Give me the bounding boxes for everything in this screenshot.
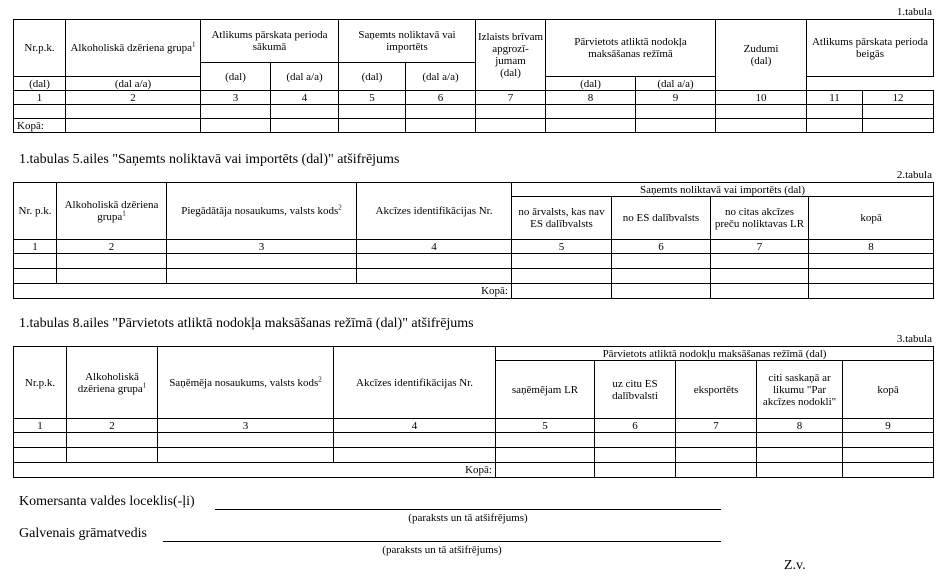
column-number: 3 (167, 240, 357, 254)
t3-header-moved-group: Pārvietots atliktā nodokļu maksāšanas režīmā (dal) (496, 347, 934, 361)
column-number: 8 (809, 240, 934, 254)
t1-unit-dal-aa: (dal a/a) (66, 77, 201, 91)
t1-unit-dal-aa: (dal a/a) (636, 77, 716, 91)
t2-header-received-group: Saņemts noliktavā vai importēts (dal) (512, 183, 934, 197)
t2-empty-row[interactable] (14, 254, 934, 269)
table3-number: 3.tabula (896, 333, 932, 345)
t3-header-recipient-lr: saņēmējam LR (496, 361, 595, 419)
table3-heading: 1.tabulas 8.ailes "Pārvietots atliktā nodokļa maksāšanas režīmā (dal)" atšifrējums (19, 316, 474, 331)
t2-column-numbers (14, 240, 934, 254)
t1-unit-dal: (dal) (339, 63, 406, 91)
chief-accountant-signature-line[interactable] (163, 541, 721, 542)
column-number: 10 (716, 91, 807, 105)
column-number: 4 (271, 91, 339, 105)
t3-empty-row[interactable] (14, 433, 934, 448)
column-number: 5 (339, 91, 406, 105)
t2-header-total: kopā (809, 197, 934, 240)
column-number: 9 (636, 91, 716, 105)
t1-header-nr: Nr.p.k. (14, 20, 66, 77)
column-number: 2 (66, 91, 201, 105)
t2-header-other-warehouse: no citas akcīzes preču noliktavas LR (711, 197, 809, 240)
t3-empty-row[interactable] (14, 448, 934, 463)
t1-header-losses: Zudumi (dal) (716, 20, 807, 91)
t3-header-nr: Nr.p.k. (14, 347, 67, 419)
column-number: 1 (14, 91, 66, 105)
t3-total-label: Kopā: (14, 463, 496, 478)
chief-accountant-signature-note: (paraksts un tā atšifrējums) (382, 544, 502, 556)
t1-header-group: Alkoholiskā dzēriena grupa$^1$ (66, 20, 201, 77)
t1-total-row (14, 119, 934, 133)
column-number: 2 (67, 419, 158, 433)
column-number: 6 (595, 419, 676, 433)
table2-number: 2.tabula (896, 169, 932, 181)
t1-column-numbers (14, 91, 934, 105)
t3-header-exported: eksportēts (676, 361, 757, 419)
t1-header-closing-balance: Atlikums pārskata perioda beigās (807, 20, 934, 77)
board-member-label: Komersanta valdes loceklis(-ļi) (19, 494, 195, 509)
column-number: 5 (496, 419, 595, 433)
t3-header-excise-id: Akcīzes identifikācijas Nr. (334, 347, 496, 419)
t1-unit-dal: (dal) (201, 63, 271, 91)
t3-total-row (14, 463, 934, 478)
table2 (13, 182, 934, 299)
table1 (13, 19, 934, 133)
t2-header-nr: Nr. p.k. (14, 183, 57, 240)
column-number: 6 (406, 91, 476, 105)
t3-header-recipient: Saņēmēja nosaukums, valsts kods$^2$ (158, 347, 334, 419)
t1-header-received: Saņemts noliktavā vai importēts (339, 20, 476, 63)
column-number: 7 (711, 240, 809, 254)
column-number: 3 (158, 419, 334, 433)
stamp-place: Z.v. (784, 558, 806, 573)
column-number: 11 (807, 91, 863, 105)
column-number: 6 (612, 240, 711, 254)
t2-header-eu: no ES dalībvalsts (612, 197, 711, 240)
t1-unit-dal-aa: (dal a/a) (406, 63, 476, 91)
column-number: 8 (546, 91, 636, 105)
t3-header-total: kopā (843, 361, 934, 419)
t2-total-label: Kopā: (14, 284, 512, 299)
table1-number: 1.tabula (896, 6, 932, 18)
t2-header-supplier: Piegādātāja nosaukums, valsts kods$^2$ (167, 183, 357, 240)
table2-heading: 1.tabulas 5.ailes "Saņemts noliktavā vai importēts (dal)" atšifrējums (19, 152, 400, 167)
column-number: 5 (512, 240, 612, 254)
t3-header-group: Alkoholiskā dzēriena grupa$^1$ (67, 347, 158, 419)
column-number: 7 (676, 419, 757, 433)
t3-header-other-law: citi saskaņā ar likumu "Par akcīzes nodokli" (757, 361, 843, 419)
table3 (13, 346, 934, 478)
t3-header-other-eu: uz citu ES dalībvalsti (595, 361, 676, 419)
column-number: 8 (757, 419, 843, 433)
t1-unit-dal: (dal) (14, 77, 66, 91)
t1-header-moved: Pārvietots atliktā nodokļa maksāšanas režīmā (546, 20, 716, 77)
t1-empty-row[interactable] (14, 105, 934, 119)
t2-empty-row[interactable] (14, 269, 934, 284)
t1-total-label: Kopā: (14, 119, 66, 133)
column-number: 4 (357, 240, 512, 254)
t2-header-non-eu: no ārvalsts, kas nav ES dalībvalsts (512, 197, 612, 240)
column-number: 12 (863, 91, 934, 105)
t1-header-released: Izlaists brīvam apgrozī-jumam (dal) (476, 20, 546, 91)
column-number: 9 (843, 419, 934, 433)
column-number: 3 (201, 91, 271, 105)
chief-accountant-label: Galvenais grāmatvedis (19, 526, 147, 541)
board-member-signature-note: (paraksts un tā atšifrējums) (408, 512, 528, 524)
column-number: 4 (334, 419, 496, 433)
t2-header-excise-id: Akcīzes identifikācijas Nr. (357, 183, 512, 240)
t3-column-numbers (14, 419, 934, 433)
board-member-signature-line[interactable] (215, 509, 721, 510)
t2-total-row (14, 284, 934, 299)
t1-unit-dal: (dal) (546, 77, 636, 91)
column-number: 2 (57, 240, 167, 254)
column-number: 7 (476, 91, 546, 105)
column-number: 1 (14, 240, 57, 254)
column-number: 1 (14, 419, 67, 433)
t1-header-opening-balance: Atlikums pārskata perioda sākumā (201, 20, 339, 63)
t1-unit-dal-aa: (dal a/a) (271, 63, 339, 91)
t2-header-group: Alkoholiskā dzēriena grupa$^1$ (57, 183, 167, 240)
